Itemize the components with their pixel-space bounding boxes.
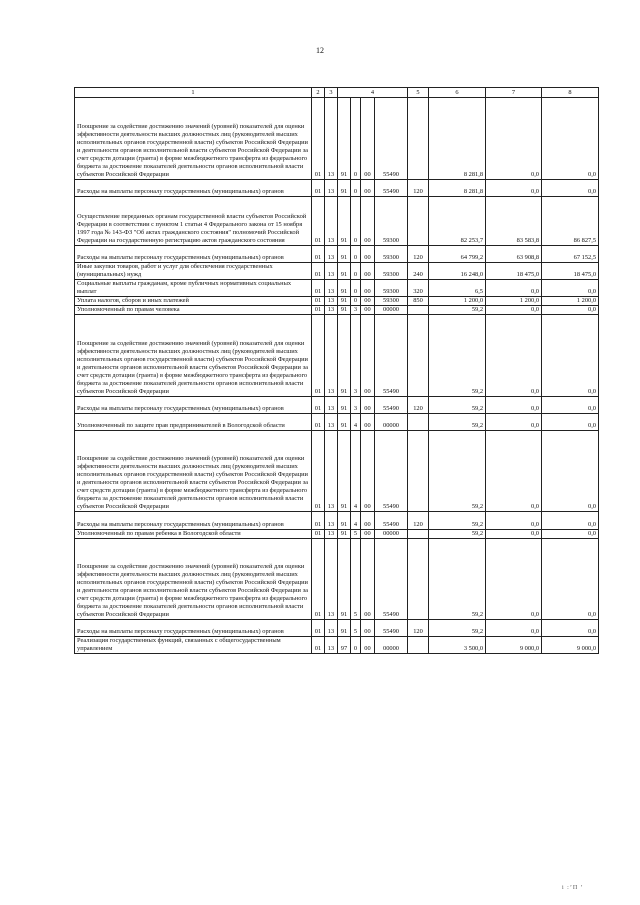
program-code: 91 <box>338 306 351 315</box>
subprogram-code: 0 <box>351 98 361 180</box>
subprogram-code: 0 <box>351 245 361 262</box>
table-row <box>75 413 599 430</box>
program-code: 91 <box>338 396 351 413</box>
row-name: Уполномоченный по защите прав предпринимателей в Вологодской области <box>75 413 312 430</box>
amount-col-6: 59,2 <box>429 430 486 512</box>
subsection-code: 13 <box>325 529 338 538</box>
subprogram-code: 0 <box>351 637 361 654</box>
event-code: 00 <box>361 538 375 620</box>
event-code: 00 <box>361 245 375 262</box>
direction-code: 55490 <box>375 538 408 620</box>
program-code: 91 <box>338 315 351 397</box>
expense-type-code <box>408 196 429 245</box>
table-row <box>75 512 599 529</box>
amount-col-7: 83 583,8 <box>486 196 542 245</box>
row-name: Расходы на выплаты персоналу государственных (муниципальных) органов <box>75 396 312 413</box>
subprogram-code: 0 <box>351 196 361 245</box>
amount-col-8: 0,0 <box>542 529 599 538</box>
table-row <box>75 538 599 620</box>
event-code: 00 <box>361 262 375 279</box>
direction-code: 55490 <box>375 512 408 529</box>
event-code: 00 <box>361 413 375 430</box>
expense-type-code <box>408 413 429 430</box>
amount-col-8: 67 152,5 <box>542 245 599 262</box>
budget-table <box>74 87 599 654</box>
expense-type-code: 120 <box>408 179 429 196</box>
amount-col-8: 0,0 <box>542 315 599 397</box>
direction-code: 59300 <box>375 297 408 306</box>
amount-col-6: 59,2 <box>429 396 486 413</box>
amount-col-7: 0,0 <box>486 538 542 620</box>
table-body <box>75 98 599 654</box>
column-header-5: 5 <box>408 88 429 98</box>
event-code: 00 <box>361 196 375 245</box>
amount-col-8: 0,0 <box>542 538 599 620</box>
column-header-6: 6 <box>429 88 486 98</box>
event-code: 00 <box>361 98 375 180</box>
program-code: 91 <box>338 196 351 245</box>
program-code: 91 <box>338 512 351 529</box>
subsection-code: 13 <box>325 306 338 315</box>
subprogram-code: 0 <box>351 297 361 306</box>
expense-type-code <box>408 430 429 512</box>
footer-mark: i :’П ’ <box>562 885 584 891</box>
table-row <box>75 620 599 637</box>
amount-col-6: 59,2 <box>429 538 486 620</box>
subsection-code: 13 <box>325 620 338 637</box>
expense-type-code: 120 <box>408 245 429 262</box>
column-header-4: 4 <box>338 88 408 98</box>
subprogram-code: 3 <box>351 396 361 413</box>
amount-col-7: 0,0 <box>486 315 542 397</box>
row-name: Поощрение за содействие достижению значений (уровней) показателей для оценки эффективности деятельности высших должностных лиц (руководителей высших исполнительных органов государственной власти) субъектов Российской Федерации и деятельности органов исполнительной власти субъектов Российской Федерации за счет средств дотации (гранта) в форме межбюджетного трансферта из федерального бюджета за достижение показателей деятельности органов исполнительной власти субъектов Российской Федерации <box>75 98 312 180</box>
subsection-code: 13 <box>325 430 338 512</box>
direction-code: 55490 <box>375 98 408 180</box>
program-code: 97 <box>338 637 351 654</box>
expense-type-code <box>408 98 429 180</box>
row-name: Поощрение за содействие достижению значений (уровней) показателей для оценки эффективности деятельности высших должностных лиц (руководителей высших исполнительных органов государственной власти) субъектов Российской Федерации и деятельности органов исполнительной власти субъектов Российской Федерации за счет средств дотации (гранта) в форме межбюджетного трансферта из федерального бюджета за достижение показателей деятельности органов исполнительной власти субъектов Российской Федерации <box>75 430 312 512</box>
amount-col-7: 0,0 <box>486 620 542 637</box>
direction-code: 59300 <box>375 196 408 245</box>
direction-code: 55490 <box>375 315 408 397</box>
expense-type-code <box>408 538 429 620</box>
subsection-code: 13 <box>325 396 338 413</box>
table-row <box>75 637 599 654</box>
header-row <box>75 88 599 98</box>
event-code: 00 <box>361 179 375 196</box>
section-code: 01 <box>312 306 325 315</box>
row-name: Поощрение за содействие достижению значений (уровней) показателей для оценки эффективности деятельности высших должностных лиц (руководителей высших исполнительных органов государственной власти) субъектов Российской Федерации и деятельности органов исполнительной власти субъектов Российской Федерации за счет средств дотации (гранта) в форме межбюджетного трансферта из федерального бюджета за достижение показателей деятельности органов исполнительной власти субъектов Российской Федерации <box>75 538 312 620</box>
amount-col-7: 0,0 <box>486 529 542 538</box>
expense-type-code: 120 <box>408 396 429 413</box>
amount-col-7: 18 475,0 <box>486 262 542 279</box>
subprogram-code: 0 <box>351 262 361 279</box>
amount-col-8: 0,0 <box>542 430 599 512</box>
subsection-code: 13 <box>325 262 338 279</box>
event-code: 00 <box>361 306 375 315</box>
event-code: 00 <box>361 529 375 538</box>
expense-type-code: 240 <box>408 262 429 279</box>
direction-code: 59300 <box>375 262 408 279</box>
amount-col-6: 59,2 <box>429 413 486 430</box>
amount-col-6: 59,2 <box>429 620 486 637</box>
direction-code: 55490 <box>375 430 408 512</box>
subprogram-code: 0 <box>351 179 361 196</box>
table-row <box>75 98 599 180</box>
amount-col-8: 0,0 <box>542 620 599 637</box>
program-code: 91 <box>338 179 351 196</box>
direction-code: 59300 <box>375 280 408 297</box>
subsection-code: 13 <box>325 538 338 620</box>
section-code: 01 <box>312 637 325 654</box>
event-code: 00 <box>361 512 375 529</box>
amount-col-6: 3 500,0 <box>429 637 486 654</box>
subprogram-code: 5 <box>351 620 361 637</box>
amount-col-8: 1 200,0 <box>542 297 599 306</box>
event-code: 00 <box>361 315 375 397</box>
section-code: 01 <box>312 396 325 413</box>
event-code: 00 <box>361 297 375 306</box>
row-name: Расходы на выплаты персоналу государственных (муниципальных) органов <box>75 512 312 529</box>
program-code: 91 <box>338 262 351 279</box>
row-name: Уплата налогов, сборов и иных платежей <box>75 297 312 306</box>
amount-col-7: 0,0 <box>486 306 542 315</box>
row-name: Поощрение за содействие достижению значений (уровней) показателей для оценки эффективности деятельности высших должностных лиц (руководителей высших исполнительных органов государственной власти) субъектов Российской Федерации и деятельности органов исполнительной власти субъектов Российской Федерации за счет средств дотации (гранта) в форме межбюджетного трансферта из федерального бюджета за достижение показателей деятельности органов исполнительной власти субъектов Российской Федерации <box>75 315 312 397</box>
table-row <box>75 196 599 245</box>
amount-col-7: 0,0 <box>486 512 542 529</box>
direction-code: 55490 <box>375 179 408 196</box>
program-code: 91 <box>338 280 351 297</box>
amount-col-6: 59,2 <box>429 306 486 315</box>
amount-col-8: 0,0 <box>542 280 599 297</box>
program-code: 91 <box>338 297 351 306</box>
section-code: 01 <box>312 413 325 430</box>
expense-type-code <box>408 529 429 538</box>
program-code: 91 <box>338 430 351 512</box>
direction-code: 00000 <box>375 413 408 430</box>
section-code: 01 <box>312 179 325 196</box>
expense-type-code: 320 <box>408 280 429 297</box>
direction-code: 59300 <box>375 245 408 262</box>
event-code: 00 <box>361 280 375 297</box>
amount-col-7: 0,0 <box>486 98 542 180</box>
amount-col-8: 18 475,0 <box>542 262 599 279</box>
subprogram-code: 3 <box>351 306 361 315</box>
event-code: 00 <box>361 396 375 413</box>
expense-type-code <box>408 315 429 397</box>
row-name: Социальные выплаты гражданам, кроме публичных нормативных социальных выплат <box>75 280 312 297</box>
table-row <box>75 280 599 297</box>
subsection-code: 13 <box>325 245 338 262</box>
page-number: 12 <box>316 46 324 55</box>
column-header-1: 1 <box>75 88 312 98</box>
section-code: 01 <box>312 280 325 297</box>
section-code: 01 <box>312 245 325 262</box>
section-code: 01 <box>312 512 325 529</box>
amount-col-6: 8 281,8 <box>429 98 486 180</box>
section-code: 01 <box>312 529 325 538</box>
section-code: 01 <box>312 315 325 397</box>
amount-col-6: 64 799,2 <box>429 245 486 262</box>
amount-col-8: 0,0 <box>542 98 599 180</box>
table-row <box>75 245 599 262</box>
section-code: 01 <box>312 262 325 279</box>
subprogram-code: 3 <box>351 315 361 397</box>
row-name: Осуществление переданных органам государственной власти субъектов Российской Федерации в соответствии с пунктом 1 статьи 4 Федерального закона от 15 ноября 1997 года № 143-ФЗ "Об актах гражданского состояния" полномочий Российской Федерации на государственную регистрацию актов гражданского состояния <box>75 196 312 245</box>
subsection-code: 13 <box>325 637 338 654</box>
amount-col-7: 1 200,0 <box>486 297 542 306</box>
amount-col-7: 9 000,0 <box>486 637 542 654</box>
event-code: 00 <box>361 637 375 654</box>
expense-type-code <box>408 637 429 654</box>
row-name: Расходы на выплаты персоналу государственных (муниципальных) органов <box>75 620 312 637</box>
table-row <box>75 315 599 397</box>
subprogram-code: 4 <box>351 512 361 529</box>
amount-col-6: 82 253,7 <box>429 196 486 245</box>
program-code: 91 <box>338 538 351 620</box>
row-name: Расходы на выплаты персоналу государственных (муниципальных) органов <box>75 179 312 196</box>
program-code: 91 <box>338 620 351 637</box>
subsection-code: 13 <box>325 512 338 529</box>
amount-col-6: 59,2 <box>429 512 486 529</box>
table-row <box>75 306 599 315</box>
amount-col-6: 8 281,8 <box>429 179 486 196</box>
table-row <box>75 297 599 306</box>
amount-col-8: 0,0 <box>542 413 599 430</box>
amount-col-8: 86 827,5 <box>542 196 599 245</box>
table-row <box>75 396 599 413</box>
amount-col-6: 16 248,0 <box>429 262 486 279</box>
subsection-code: 13 <box>325 297 338 306</box>
section-code: 01 <box>312 98 325 180</box>
row-name: Расходы на выплаты персоналу государственных (муниципальных) органов <box>75 245 312 262</box>
row-name: Реализация государственных функций, связанных с общегосударственным управлением <box>75 637 312 654</box>
amount-col-6: 59,2 <box>429 529 486 538</box>
expense-type-code: 120 <box>408 512 429 529</box>
expense-type-code: 120 <box>408 620 429 637</box>
amount-col-8: 0,0 <box>542 306 599 315</box>
direction-code: 55490 <box>375 396 408 413</box>
program-code: 91 <box>338 413 351 430</box>
row-name: Уполномоченный по правам ребенка в Вологодской области <box>75 529 312 538</box>
amount-col-6: 1 200,0 <box>429 297 486 306</box>
section-code: 01 <box>312 620 325 637</box>
column-header-7: 7 <box>486 88 542 98</box>
amount-col-7: 0,0 <box>486 430 542 512</box>
section-code: 01 <box>312 430 325 512</box>
expense-type-code: 850 <box>408 297 429 306</box>
program-code: 91 <box>338 245 351 262</box>
subprogram-code: 4 <box>351 430 361 512</box>
subsection-code: 13 <box>325 98 338 180</box>
subprogram-code: 0 <box>351 280 361 297</box>
subsection-code: 13 <box>325 196 338 245</box>
subsection-code: 13 <box>325 179 338 196</box>
subprogram-code: 5 <box>351 538 361 620</box>
subprogram-code: 5 <box>351 529 361 538</box>
amount-col-7: 0,0 <box>486 413 542 430</box>
amount-col-6: 6,5 <box>429 280 486 297</box>
amount-col-8: 0,0 <box>542 179 599 196</box>
subsection-code: 13 <box>325 280 338 297</box>
column-header-3: 3 <box>325 88 338 98</box>
direction-code: 00000 <box>375 529 408 538</box>
column-header-8: 8 <box>542 88 599 98</box>
event-code: 00 <box>361 430 375 512</box>
table-row <box>75 529 599 538</box>
section-code: 01 <box>312 538 325 620</box>
subsection-code: 13 <box>325 315 338 397</box>
table-row <box>75 262 599 279</box>
amount-col-8: 0,0 <box>542 512 599 529</box>
amount-col-7: 0,0 <box>486 179 542 196</box>
section-code: 01 <box>312 196 325 245</box>
amount-col-8: 9 000,0 <box>542 637 599 654</box>
row-name: Уполномоченный по правам человека <box>75 306 312 315</box>
amount-col-8: 0,0 <box>542 396 599 413</box>
event-code: 00 <box>361 620 375 637</box>
direction-code: 00000 <box>375 306 408 315</box>
amount-col-7: 0,0 <box>486 396 542 413</box>
table-row <box>75 179 599 196</box>
amount-col-7: 63 908,8 <box>486 245 542 262</box>
program-code: 91 <box>338 98 351 180</box>
table-row <box>75 430 599 512</box>
row-name: Иные закупки товаров, работ и услуг для обеспечения государственных (муниципальных) нужд <box>75 262 312 279</box>
subprogram-code: 4 <box>351 413 361 430</box>
expense-type-code <box>408 306 429 315</box>
amount-col-6: 59,2 <box>429 315 486 397</box>
subsection-code: 13 <box>325 413 338 430</box>
direction-code: 55490 <box>375 620 408 637</box>
section-code: 01 <box>312 297 325 306</box>
direction-code: 00000 <box>375 637 408 654</box>
amount-col-7: 0,0 <box>486 280 542 297</box>
column-header-2: 2 <box>312 88 325 98</box>
program-code: 91 <box>338 529 351 538</box>
